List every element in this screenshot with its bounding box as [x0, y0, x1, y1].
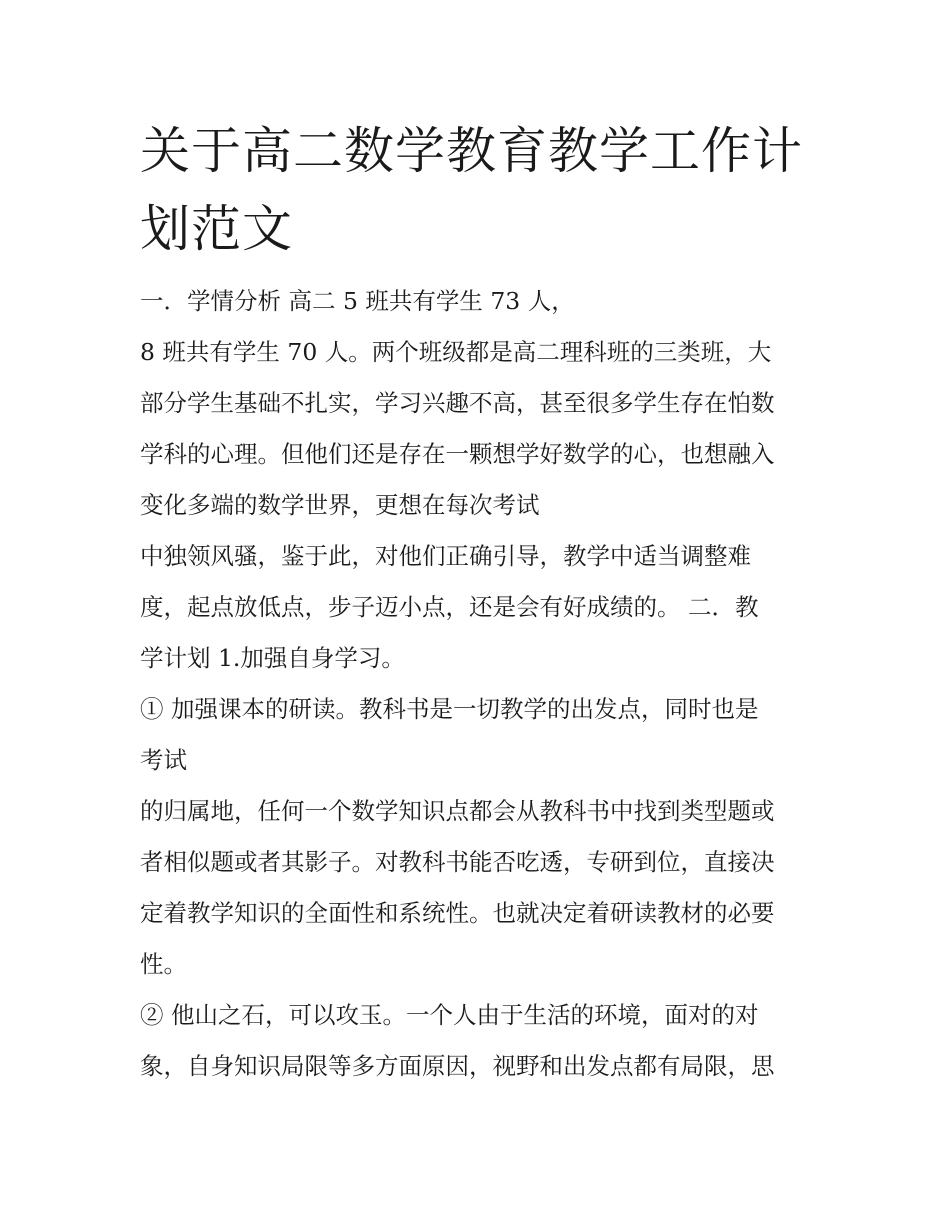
body-line-9: ① 加强课本的研读。教科书是一切教学的出发点，同时也是 [140, 695, 759, 723]
title-line-2: 划范文 [140, 200, 293, 258]
body-line-1: 一．学情分析 高二 5 班共有学生 73 人， [140, 287, 575, 315]
body-line-14: 性。 [140, 950, 187, 978]
document-title [140, 112, 840, 268]
body-line-3: 部分学生基础不扎实，学习兴趣不高，甚至很多学生存在怕数 [140, 389, 775, 417]
body-line-10: 考试 [140, 746, 187, 774]
body-line-11: 的归属地，任何一个数学知识点都会从教科书中找到类型题或 [140, 797, 775, 825]
body-line-16: 象，自身知识局限等多方面原因，视野和出发点都有局限，思 [140, 1052, 775, 1080]
body-line-7: 度，起点放低点，步子迈小点，还是会有好成绩的。 二．教 [140, 593, 759, 621]
body-line-8: 学计划 1.加强自身学习。 [140, 644, 405, 672]
body-line-6: 中独领风骚，鉴于此，对他们正确引导，教学中适当调整难 [140, 542, 751, 570]
document-body [140, 282, 840, 1098]
title-line-1: 关于高二数学教育教学工作计 [140, 122, 803, 180]
body-line-13: 定着教学知识的全面性和系统性。也就决定着研读教材的必要 [140, 899, 775, 927]
body-line-2: 8 班共有学生 70 人。两个班级都是高二理科班的三类班，大 [140, 338, 772, 366]
body-line-12: 者相似题或者其影子。对教科书能否吃透，专研到位，直接决 [140, 848, 775, 876]
body-line-15: ② 他山之石，可以攻玉。一个人由于生活的环境，面对的对 [140, 1001, 759, 1029]
body-line-5: 变化多端的数学世界，更想在每次考试 [140, 491, 540, 519]
body-line-4: 学科的心理。但他们还是存在一颗想学好数学的心，也想融入 [140, 440, 775, 468]
